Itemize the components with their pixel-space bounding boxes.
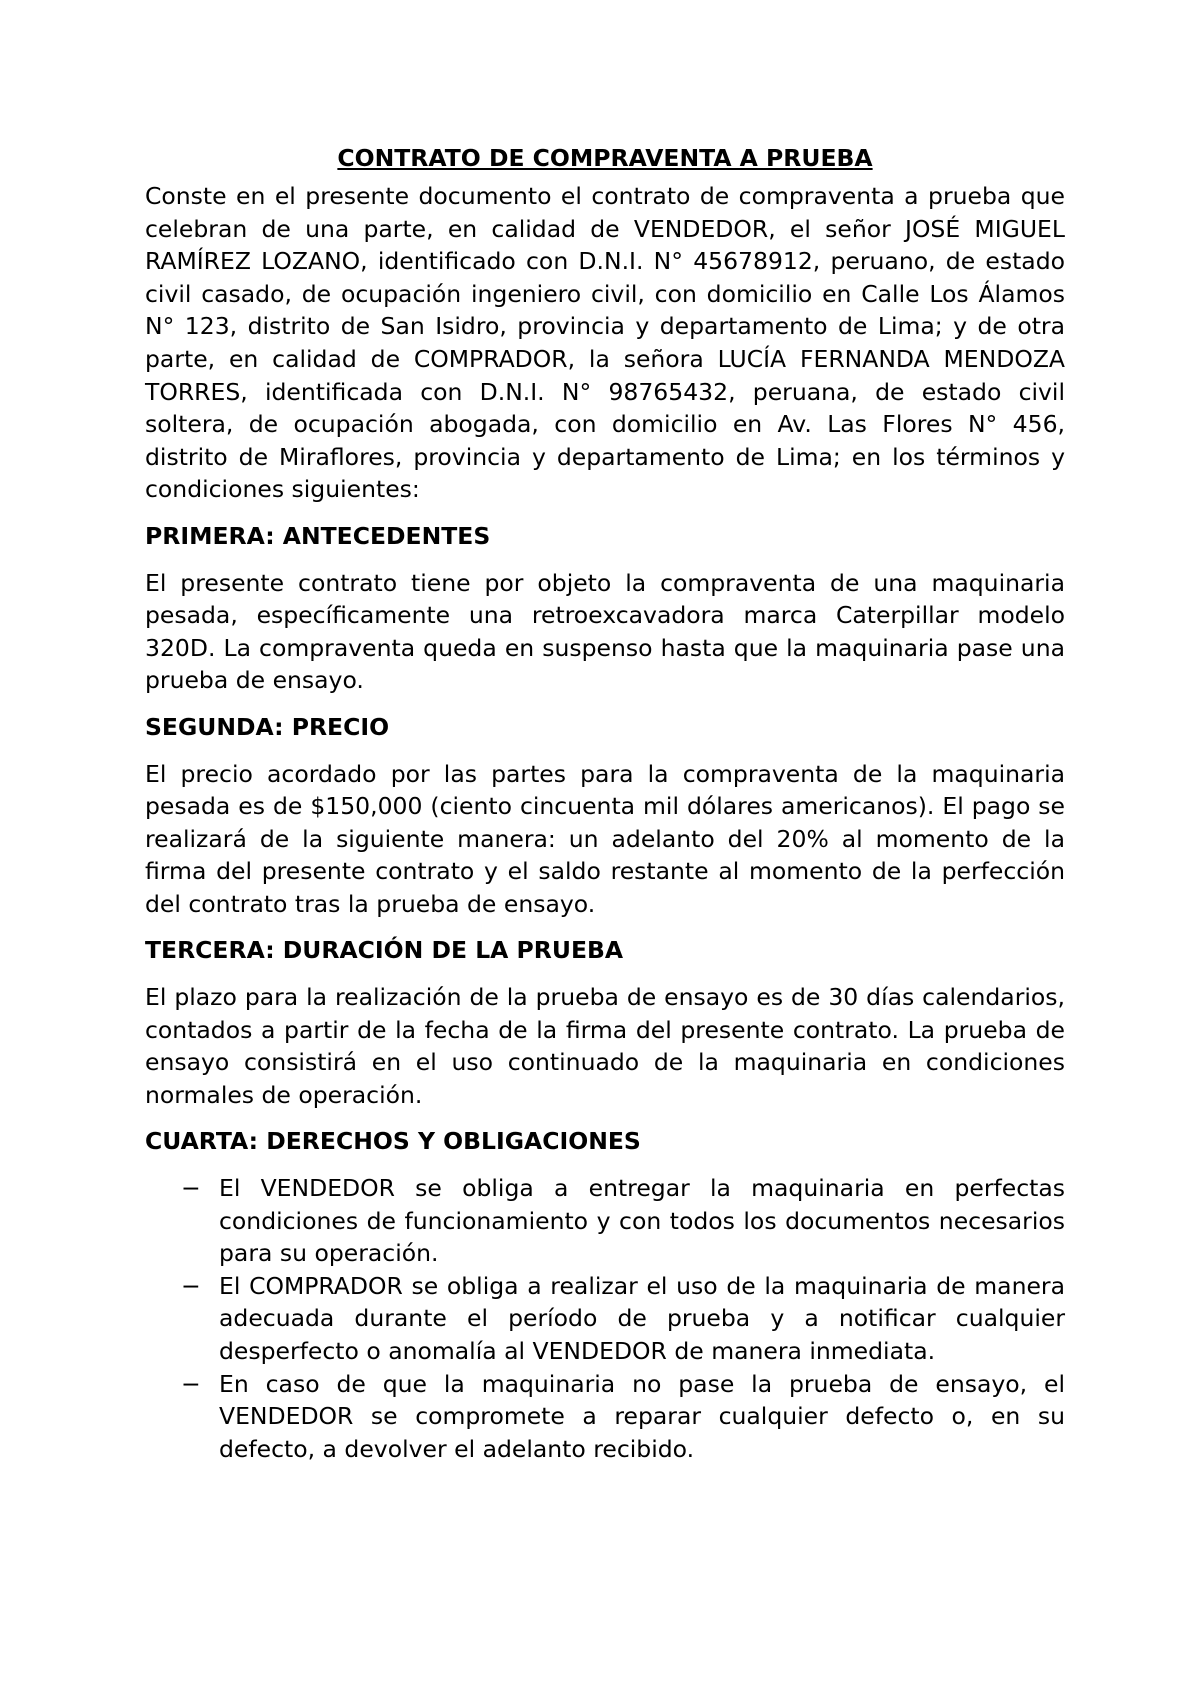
clause-text-tercera: El plazo para la realización de la prueba de ensayo es de 30 días calendarios, contados a partir de la fecha de la firma del presente contrato. La prueba de ensayo consistirá en el uso continuado de la maquinaria en condiciones normales de operación.: [145, 983, 1065, 1109]
document-title: CONTRATO DE COMPRAVENTA A PRUEBA: [337, 144, 873, 172]
clause-heading-primera: PRIMERA: ANTECEDENTES: [145, 521, 491, 550]
dash-bullet-icon: −: [181, 1369, 201, 1398]
clause-heading-cuarta: CUARTA: DERECHOS Y OBLIGACIONES: [145, 1127, 641, 1156]
clause-text-primera: El presente contrato tiene por objeto la compraventa de una maquinaria pesada, específicamente una retroexcavadora marca Caterpillar modelo 320D. La compraventa queda en suspenso hasta que la maquinaria pase una prueba de ensayo.: [145, 568, 1065, 695]
dash-bullet-icon: −: [181, 1174, 201, 1203]
dash-bullet-icon: −: [181, 1271, 201, 1300]
clause-heading-tercera: TERCERA: DURACIÓN DE LA PRUEBA: [145, 936, 624, 965]
list-item-text: El COMPRADOR se obliga a realizar el uso de la maquinaria de manera adecuada durante el período de prueba y a notificar cualquier desperfecto o anomalía al VENDEDOR de manera inmediata.: [219, 1271, 1065, 1365]
list-item-text: El VENDEDOR se obliga a entregar la maquinaria en perfectas condiciones de funcionamiento y con todos los documentos necesarios para su operación.: [219, 1174, 1065, 1268]
intro-paragraph: Conste en el presente documento el contrato de compraventa a prueba que celebran de una parte, en calidad de VENDEDOR, el señor JOSÉ MIGUEL RAMÍREZ LOZANO, identificado con D.N.I. N° 45678912, peruano, de estado civil casado, de ocupación ingeniero civil, con domicilio en Calle Los Álamos N° 123, distrito de San Isidro, provincia y departamento de Lima; y de otra parte, en calidad de COMPRADOR, la señora LUCÍA FERNANDA MENDOZA TORRES, identificada con D.N.I. N° 98765432, peruana, de estado civil soltera, de ocupación abogada, con domicilio en Av. Las Flores N° 456, distrito de Miraflores, provincia y departamento de Lima; en los términos y condiciones siguientes:: [145, 182, 1065, 504]
list-item: [145, 1270, 1065, 1368]
list-item-text: En caso de que la maquinaria no pase la prueba de ensayo, el VENDEDOR se compromete a reparar cualquier defecto o, en su defecto, a devolver el adelanto recibido.: [219, 1369, 1065, 1463]
obligations-list: [145, 1172, 1065, 1465]
list-item: [145, 1172, 1065, 1270]
list-item: [145, 1368, 1065, 1466]
clause-text-segunda: El precio acordado por las partes para la compraventa de la maquinaria pesada es de $150,000 (ciento cincuenta mil dólares americanos). El pago se realizará de la siguiente manera: un adelanto del 20% al momento de la firma del presente contrato y el saldo restante al momento de la perfección del contrato tras la prueba de ensayo.: [145, 759, 1065, 918]
document-page: [145, 142, 1065, 1465]
clause-heading-segunda: SEGUNDA: PRECIO: [145, 712, 390, 741]
